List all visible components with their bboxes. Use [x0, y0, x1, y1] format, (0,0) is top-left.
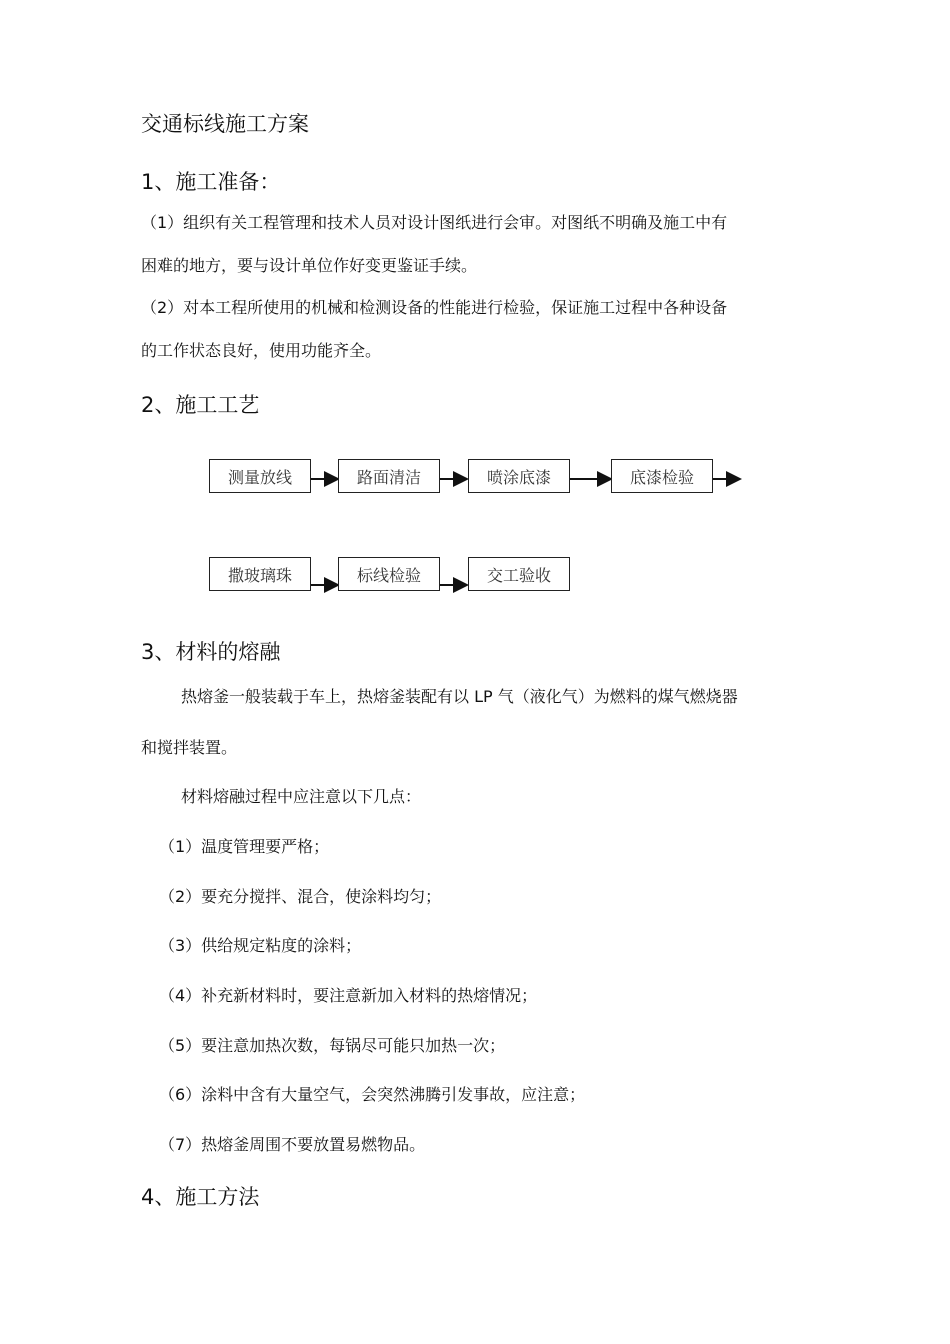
- section4-heading: 4、施工方法: [141, 1185, 260, 1209]
- section1-heading: 1、施工准备：: [141, 170, 281, 194]
- section1-paragraph1-line1: （1）组织有关工程管理和技术人员对设计图纸进行会审。对图纸不明确及施工中有: [141, 213, 728, 232]
- flow-step-primer: 喷涂底漆: [468, 459, 570, 493]
- document-title: 交通标线施工方案: [141, 112, 309, 136]
- flow-step-marking-check: 标线检验: [338, 557, 440, 591]
- section1-paragraph1-line2: 困难的地方，要与设计单位作好变更鉴证手续。: [141, 256, 478, 275]
- section1-paragraph2-line2: 的工作状态良好，使用功能齐全。: [141, 341, 382, 360]
- list-item: （7）热熔釜周围不要放置易燃物品。: [159, 1135, 426, 1154]
- list-item: （6）涂料中含有大量空气，会突然沸腾引发事故，应注意；: [159, 1085, 586, 1104]
- flow-step-clean: 路面清洁: [338, 459, 440, 493]
- flow-step-primer-check: 底漆检验: [611, 459, 713, 493]
- section3-heading: 3、材料的熔融: [141, 640, 281, 664]
- flow-step-acceptance: 交工验收: [468, 557, 570, 591]
- section3-paragraph1-line1: 热熔釜一般装载于车上，热熔釜装配有以 LP 气（液化气）为燃料的煤气燃烧器: [181, 687, 738, 706]
- section2-heading: 2、施工工艺: [141, 393, 260, 417]
- section1-paragraph2-line1: （2）对本工程所使用的机械和检测设备的性能进行检验，保证施工过程中各种设备: [141, 298, 728, 317]
- section3-paragraph2: 材料熔融过程中应注意以下几点：: [181, 787, 422, 806]
- flow-step-glass-beads: 撒玻璃珠: [209, 557, 311, 591]
- section3-paragraph1-line2: 和搅拌装置。: [141, 738, 238, 757]
- list-item: （3）供给规定粘度的涂料；: [159, 936, 362, 955]
- list-item: （2）要充分搅拌、混合，使涂料均匀；: [159, 887, 442, 906]
- list-item: （4）补充新材料时，要注意新加入材料的热熔情况；: [159, 986, 538, 1005]
- flow-step-survey: 测量放线: [209, 459, 311, 493]
- list-item: （5）要注意加热次数，每锅尽可能只加热一次；: [159, 1036, 506, 1055]
- list-item: （1）温度管理要严格；: [159, 837, 330, 856]
